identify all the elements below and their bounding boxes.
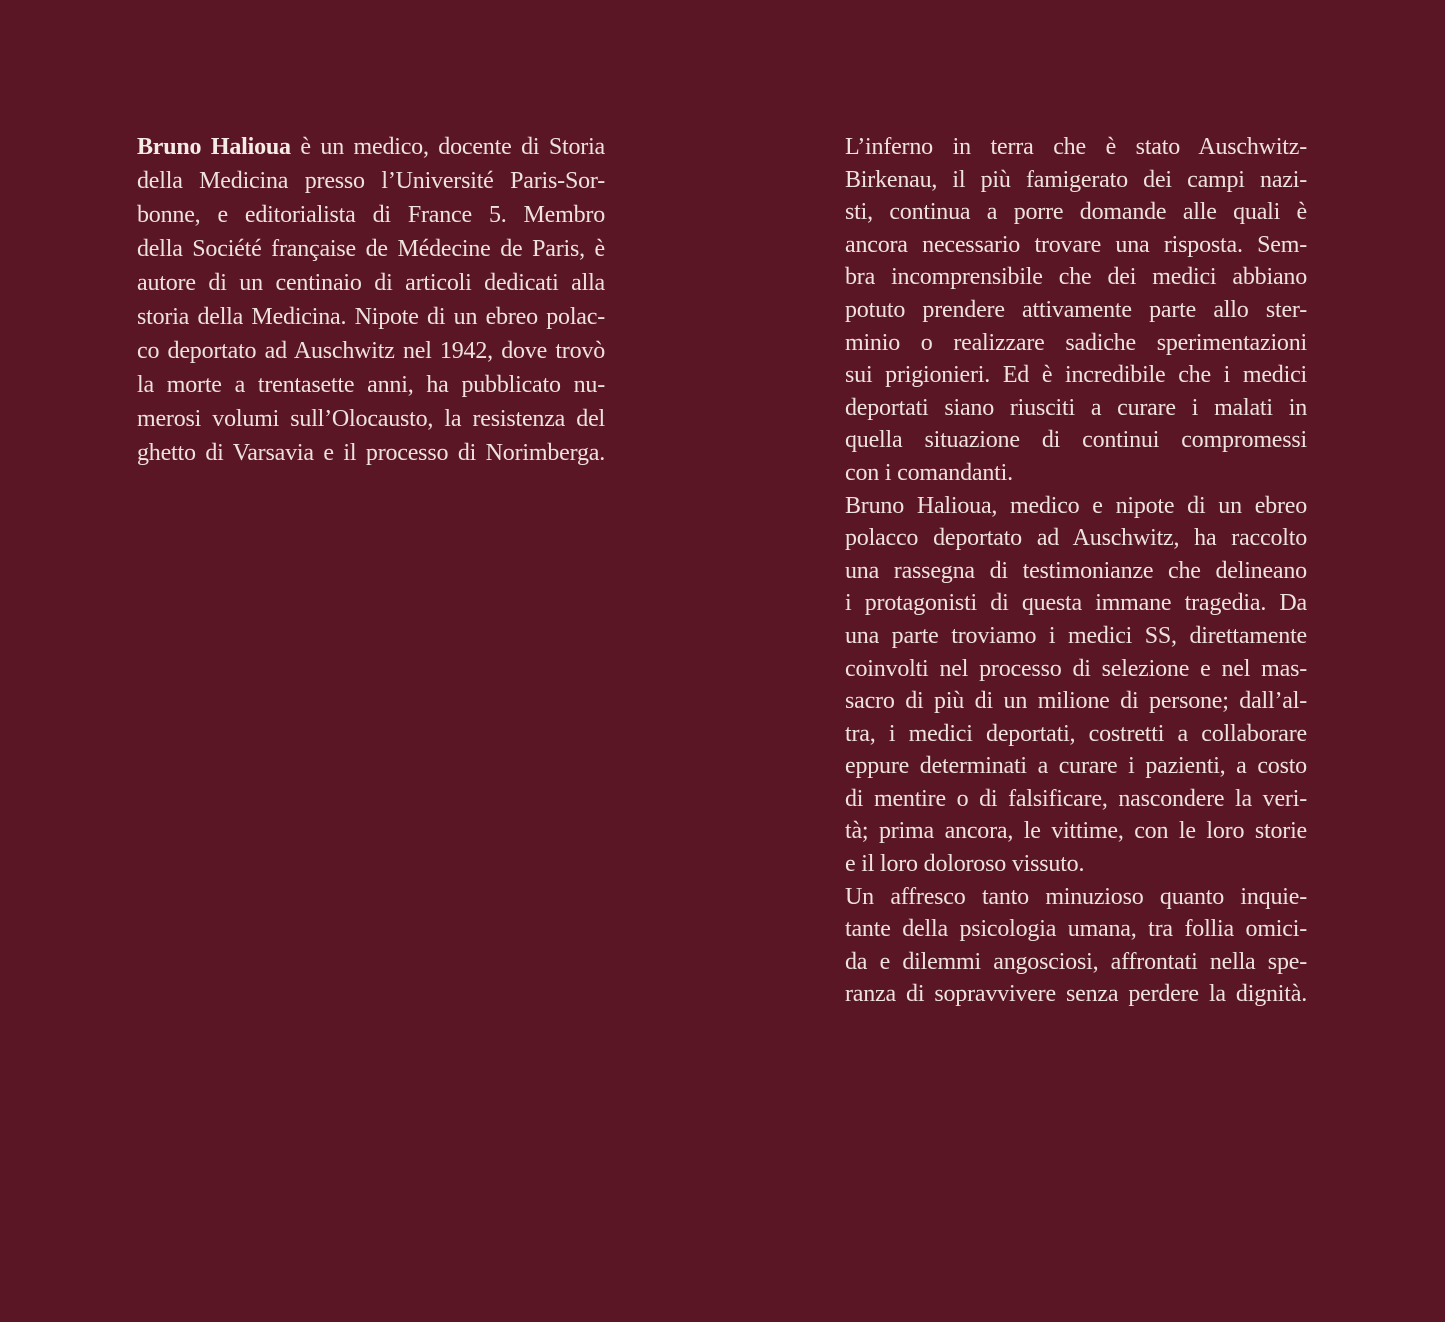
text-line: una rassegna di testimonianze che delineano: [845, 557, 1307, 584]
text-line: Bruno Halioua è un medico, docente di Storia: [137, 134, 606, 160]
author-name-bold: Bruno Halioua: [137, 134, 291, 160]
text-line: sti, continua a porre domande alle quali è: [845, 199, 1307, 226]
text-line: Un affresco tanto minuzioso quanto inquie-: [845, 883, 1307, 910]
text-line: e il loro doloroso vissuto.: [845, 851, 1085, 878]
text-line: quella situazione di continui compromessi: [845, 427, 1307, 454]
book-description-column: [845, 131, 1307, 1011]
text-line: ghetto di Varsavia e il processo di Norimberga.: [137, 440, 605, 466]
text-line: tante della psicologia umana, tra follia omici-: [845, 916, 1307, 943]
text-line: Bruno Halioua, medico e nipote di un ebreo: [845, 492, 1307, 519]
text-line: eppure determinati a curare i pazienti, a costo: [845, 753, 1307, 780]
text-line: Birkenau, il più famigerato dei campi nazi-: [845, 166, 1307, 193]
text-line: potuto prendere attivamente parte allo ster-: [845, 296, 1307, 323]
text-line: autore di un centinaio di articoli dedicati alla: [137, 270, 605, 296]
text-line: tà; prima ancora, le vittime, con le loro storie: [845, 818, 1307, 845]
text-line: da e dilemmi angosciosi, affrontati nella spe-: [845, 948, 1307, 975]
text-line: minio o realizzare sadiche sperimentazioni: [845, 329, 1307, 356]
text-line: L’inferno in terra che è stato Auschwitz-: [845, 134, 1307, 160]
text-line: bra incomprensibile che dei medici abbiano: [845, 264, 1307, 291]
text-line: ancora necessario trovare una risposta. Sem-: [845, 231, 1307, 258]
text-line: della Société française de Médecine de Paris, è: [137, 236, 605, 262]
text-line: coinvolti nel processo di selezione e nel mas-: [845, 655, 1307, 682]
text-line: sacro di più di un milione di persone; dall’al-: [845, 688, 1307, 715]
author-bio-column: [137, 130, 605, 470]
text-line: i protagonisti di questa immane tragedia. Da: [845, 590, 1307, 617]
text-line: merosi volumi sull’Olocausto, la resistenza del: [137, 406, 605, 432]
text-line: storia della Medicina. Nipote di un ebreo polac-: [137, 304, 605, 330]
text-line: una parte troviamo i medici SS, direttamente: [845, 622, 1307, 649]
text-line: sui prigionieri. Ed è incredibile che i medici: [845, 362, 1307, 389]
text-line: la morte a trentasette anni, ha pubblicato nu-: [137, 372, 605, 398]
text-line: ranza di sopravvivere senza perdere la dignità.: [845, 981, 1307, 1008]
text-line: di mentire o di falsificare, nascondere la veri-: [845, 785, 1307, 812]
text-line: della Medicina presso l’Université Paris-Sor-: [137, 168, 605, 194]
text-line: bonne, e editorialista di France 5. Membro: [137, 202, 605, 228]
text-line: con i comandanti.: [845, 459, 1013, 486]
text-line: co deportato ad Auschwitz nel 1942, dove trovò: [137, 338, 605, 364]
text-line: polacco deportato ad Auschwitz, ha raccolto: [845, 525, 1307, 552]
text-line: tra, i medici deportati, costretti a collaborare: [845, 720, 1307, 747]
text-line: deportati siano riusciti a curare i malati in: [845, 394, 1307, 421]
